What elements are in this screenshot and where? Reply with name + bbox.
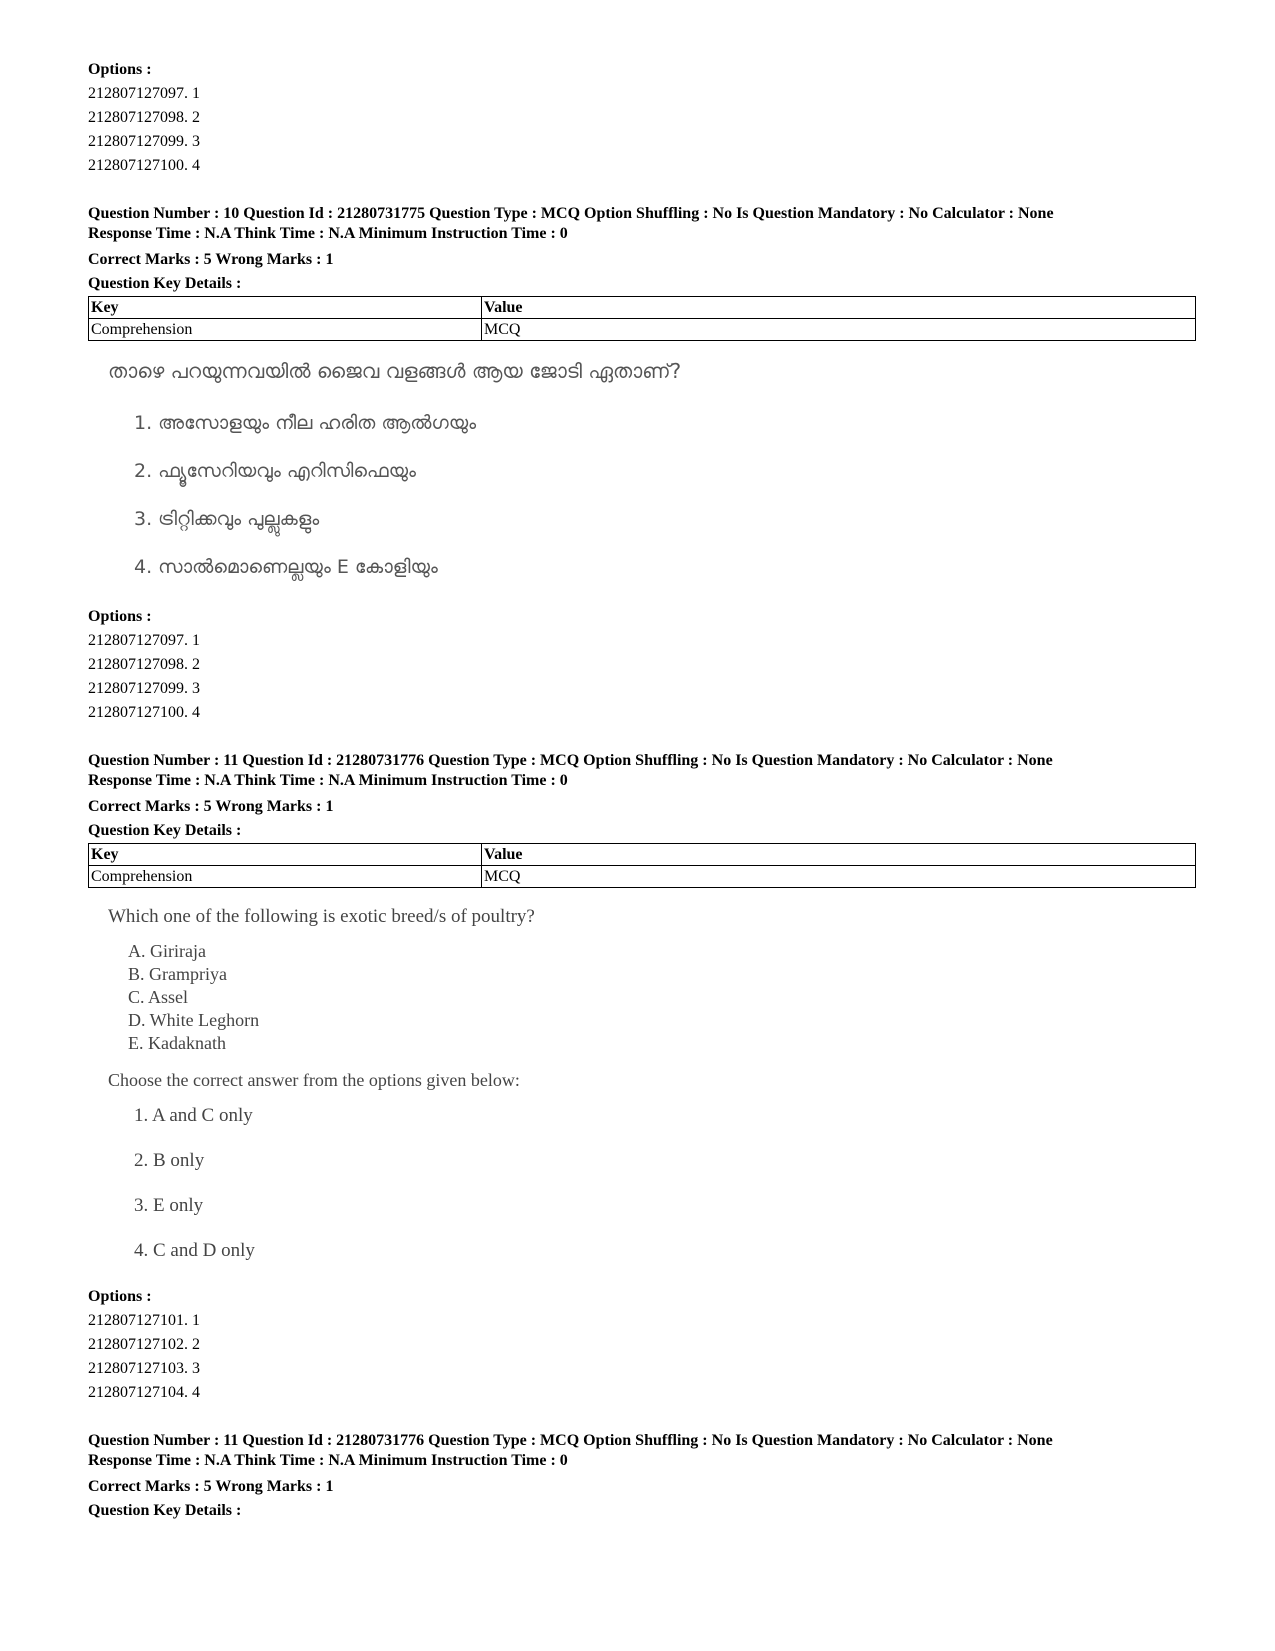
question-marks: Correct Marks : 5 Wrong Marks : 1 [88, 251, 334, 268]
question-image [108, 904, 1196, 1273]
option-id: 212807127098. 2 [88, 656, 200, 673]
table-cell-key: Comprehension [89, 319, 482, 341]
option-id: 212807127103. 3 [88, 1360, 200, 1377]
option-id: 212807127097. 1 [88, 85, 200, 102]
options-label: Options : [88, 608, 152, 625]
table-header-value: Value [482, 844, 1196, 866]
option-id: 212807127101. 1 [88, 1312, 200, 1329]
key-details-label: Question Key Details : [88, 822, 242, 839]
option-id: 212807127097. 1 [88, 632, 200, 649]
table-header-value: Value [482, 297, 1196, 319]
question-header: Question Number : 11 Question Id : 21280731776 Question Type : MCQ Option Shuffling : No Is Question Mandatory : No Calculator : None [88, 1432, 1053, 1449]
key-details-table [88, 843, 1196, 888]
table-header-key: Key [89, 297, 482, 319]
question-10-block [88, 204, 1196, 725]
key-details-label: Question Key Details : [88, 1502, 242, 1519]
question-timing: Response Time : N.A Think Time : N.A Minimum Instruction Time : 0 [88, 225, 568, 242]
sub-item: C. Assel [128, 987, 189, 1007]
question-option: 1. അസോളയും നീല ഹരിത ആൽഗയും [134, 412, 477, 434]
question-option: 2. B only [134, 1150, 205, 1171]
option-id: 212807127104. 4 [88, 1384, 200, 1401]
question-image [108, 351, 1196, 593]
key-details-table [88, 296, 1196, 341]
question-timing: Response Time : N.A Think Time : N.A Minimum Instruction Time : 0 [88, 1452, 568, 1469]
question-option: 3. ട്രിറ്റിക്കവും പുല്ലുകളും [134, 508, 320, 530]
option-id: 212807127100. 4 [88, 157, 200, 174]
question-option: 2. ഫ്യൂസേറിയവും എറിസിഫെയും [134, 460, 417, 482]
question-header: Question Number : 10 Question Id : 21280731775 Question Type : MCQ Option Shuffling : No Is Question Mandatory : No Calculator : None [88, 205, 1054, 222]
question-option: 1. A and C only [134, 1105, 253, 1126]
sub-item: B. Grampriya [128, 964, 227, 984]
option-id: 212807127100. 4 [88, 704, 200, 721]
option-id: 212807127102. 2 [88, 1336, 200, 1353]
table-cell-key: Comprehension [89, 866, 482, 888]
options-label: Options : [88, 1288, 152, 1305]
question-option: 4. സാൽമൊണെല്ലയും E കോളിയും [134, 556, 438, 578]
option-id: 212807127098. 2 [88, 109, 200, 126]
question-11b-block [88, 1431, 1196, 1523]
question-marks: Correct Marks : 5 Wrong Marks : 1 [88, 798, 334, 815]
table-cell-value: MCQ [482, 866, 1196, 888]
question-timing: Response Time : N.A Think Time : N.A Minimum Instruction Time : 0 [88, 772, 568, 789]
key-details-label: Question Key Details : [88, 275, 242, 292]
option-id: 212807127099. 3 [88, 680, 200, 697]
sub-item-list [128, 940, 1196, 1055]
options-block-prev [88, 58, 1196, 178]
question-stem: താഴെ പറയുന്നവയിൽ ജൈവ വളങ്ങൾ ആയ ജോടി ഏതാണ്? [108, 359, 682, 383]
sub-item: D. White Leghorn [128, 1010, 260, 1030]
sub-item: A. Giriraja [128, 941, 206, 961]
table-header-key: Key [89, 844, 482, 866]
sub-item: E. Kadaknath [128, 1033, 226, 1053]
question-paper-page [88, 58, 1196, 1523]
table-cell-value: MCQ [482, 319, 1196, 341]
option-id: 212807127099. 3 [88, 133, 200, 150]
question-option: 4. C and D only [134, 1240, 255, 1261]
question-header: Question Number : 11 Question Id : 21280731776 Question Type : MCQ Option Shuffling : No Is Question Mandatory : No Calculator : None [88, 752, 1053, 769]
question-option: 3. E only [134, 1195, 204, 1216]
options-label: Options : [88, 61, 152, 78]
question-stem: Which one of the following is exotic breed/s of poultry? [108, 906, 535, 927]
question-marks: Correct Marks : 5 Wrong Marks : 1 [88, 1478, 334, 1495]
question-11-block [88, 751, 1196, 1405]
choose-instruction: Choose the correct answer from the options given below: [108, 1070, 520, 1090]
